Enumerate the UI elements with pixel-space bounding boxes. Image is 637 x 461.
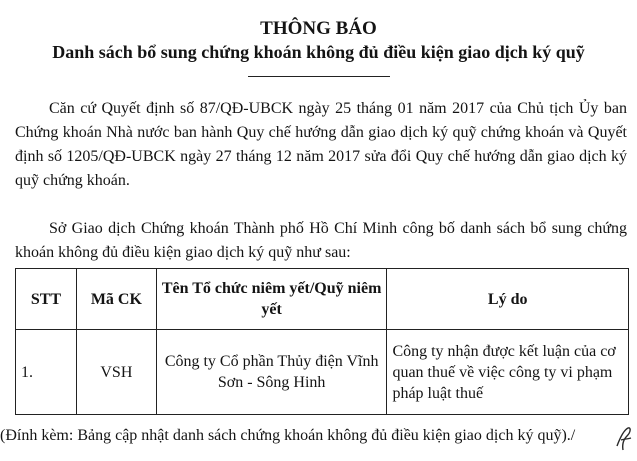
cell-ma-ck: VSH (76, 330, 156, 415)
securities-table (15, 268, 629, 415)
header-ten-to-chuc: Tên Tổ chức niêm yết/Quỹ niêm yết (156, 269, 387, 330)
document-title: THÔNG BÁO (260, 18, 377, 39)
title-underline (248, 76, 390, 77)
header-ma-ck: Mã CK (76, 269, 156, 330)
legal-basis-paragraph: Căn cứ Quyết định số 87/QĐ-UBCK ngày 25 tháng 01 năm 2017 của Chủ tịch Ủy ban Chứng khoán Nhà nước ban hành Quy chế hướng dẫn giao dịch ký quỹ chứng khoán và Quyết định số 1205/QĐ-UBCK ngày 27 tháng 12 năm 2017 sửa đổi Quy chế hướng dẫn giao dịch ký quỹ chứng khoán. (15, 100, 627, 189)
header-ly-do: Lý do (387, 269, 629, 330)
document-subtitle: Danh sách bổ sung chứng khoán không đủ điều kiện giao dịch ký quỹ (52, 42, 585, 62)
table-row (16, 330, 629, 415)
announcement-paragraph: Sở Giao dịch Chứng khoán Thành phố Hồ Chí Minh công bố danh sách bổ sung chứng khoán không đủ điều kiện giao dịch ký quỹ như sau: (15, 220, 627, 261)
table-header-row (16, 269, 629, 330)
attachment-note: (Đính kèm: Bảng cập nhật danh sách chứng khoán không đủ điều kiện giao dịch ký quỹ)./ (0, 427, 576, 444)
cell-ten-to-chuc: Công ty Cổ phần Thủy điện Vĩnh Sơn - Sông Hinh (156, 330, 387, 415)
cell-ly-do: Công ty nhận được kết luận của cơ quan thuế về việc công ty vi phạm pháp luật thuế (387, 330, 629, 415)
cell-stt: 1. (16, 330, 77, 415)
signature-mark (614, 424, 634, 454)
header-stt: STT (16, 269, 77, 330)
